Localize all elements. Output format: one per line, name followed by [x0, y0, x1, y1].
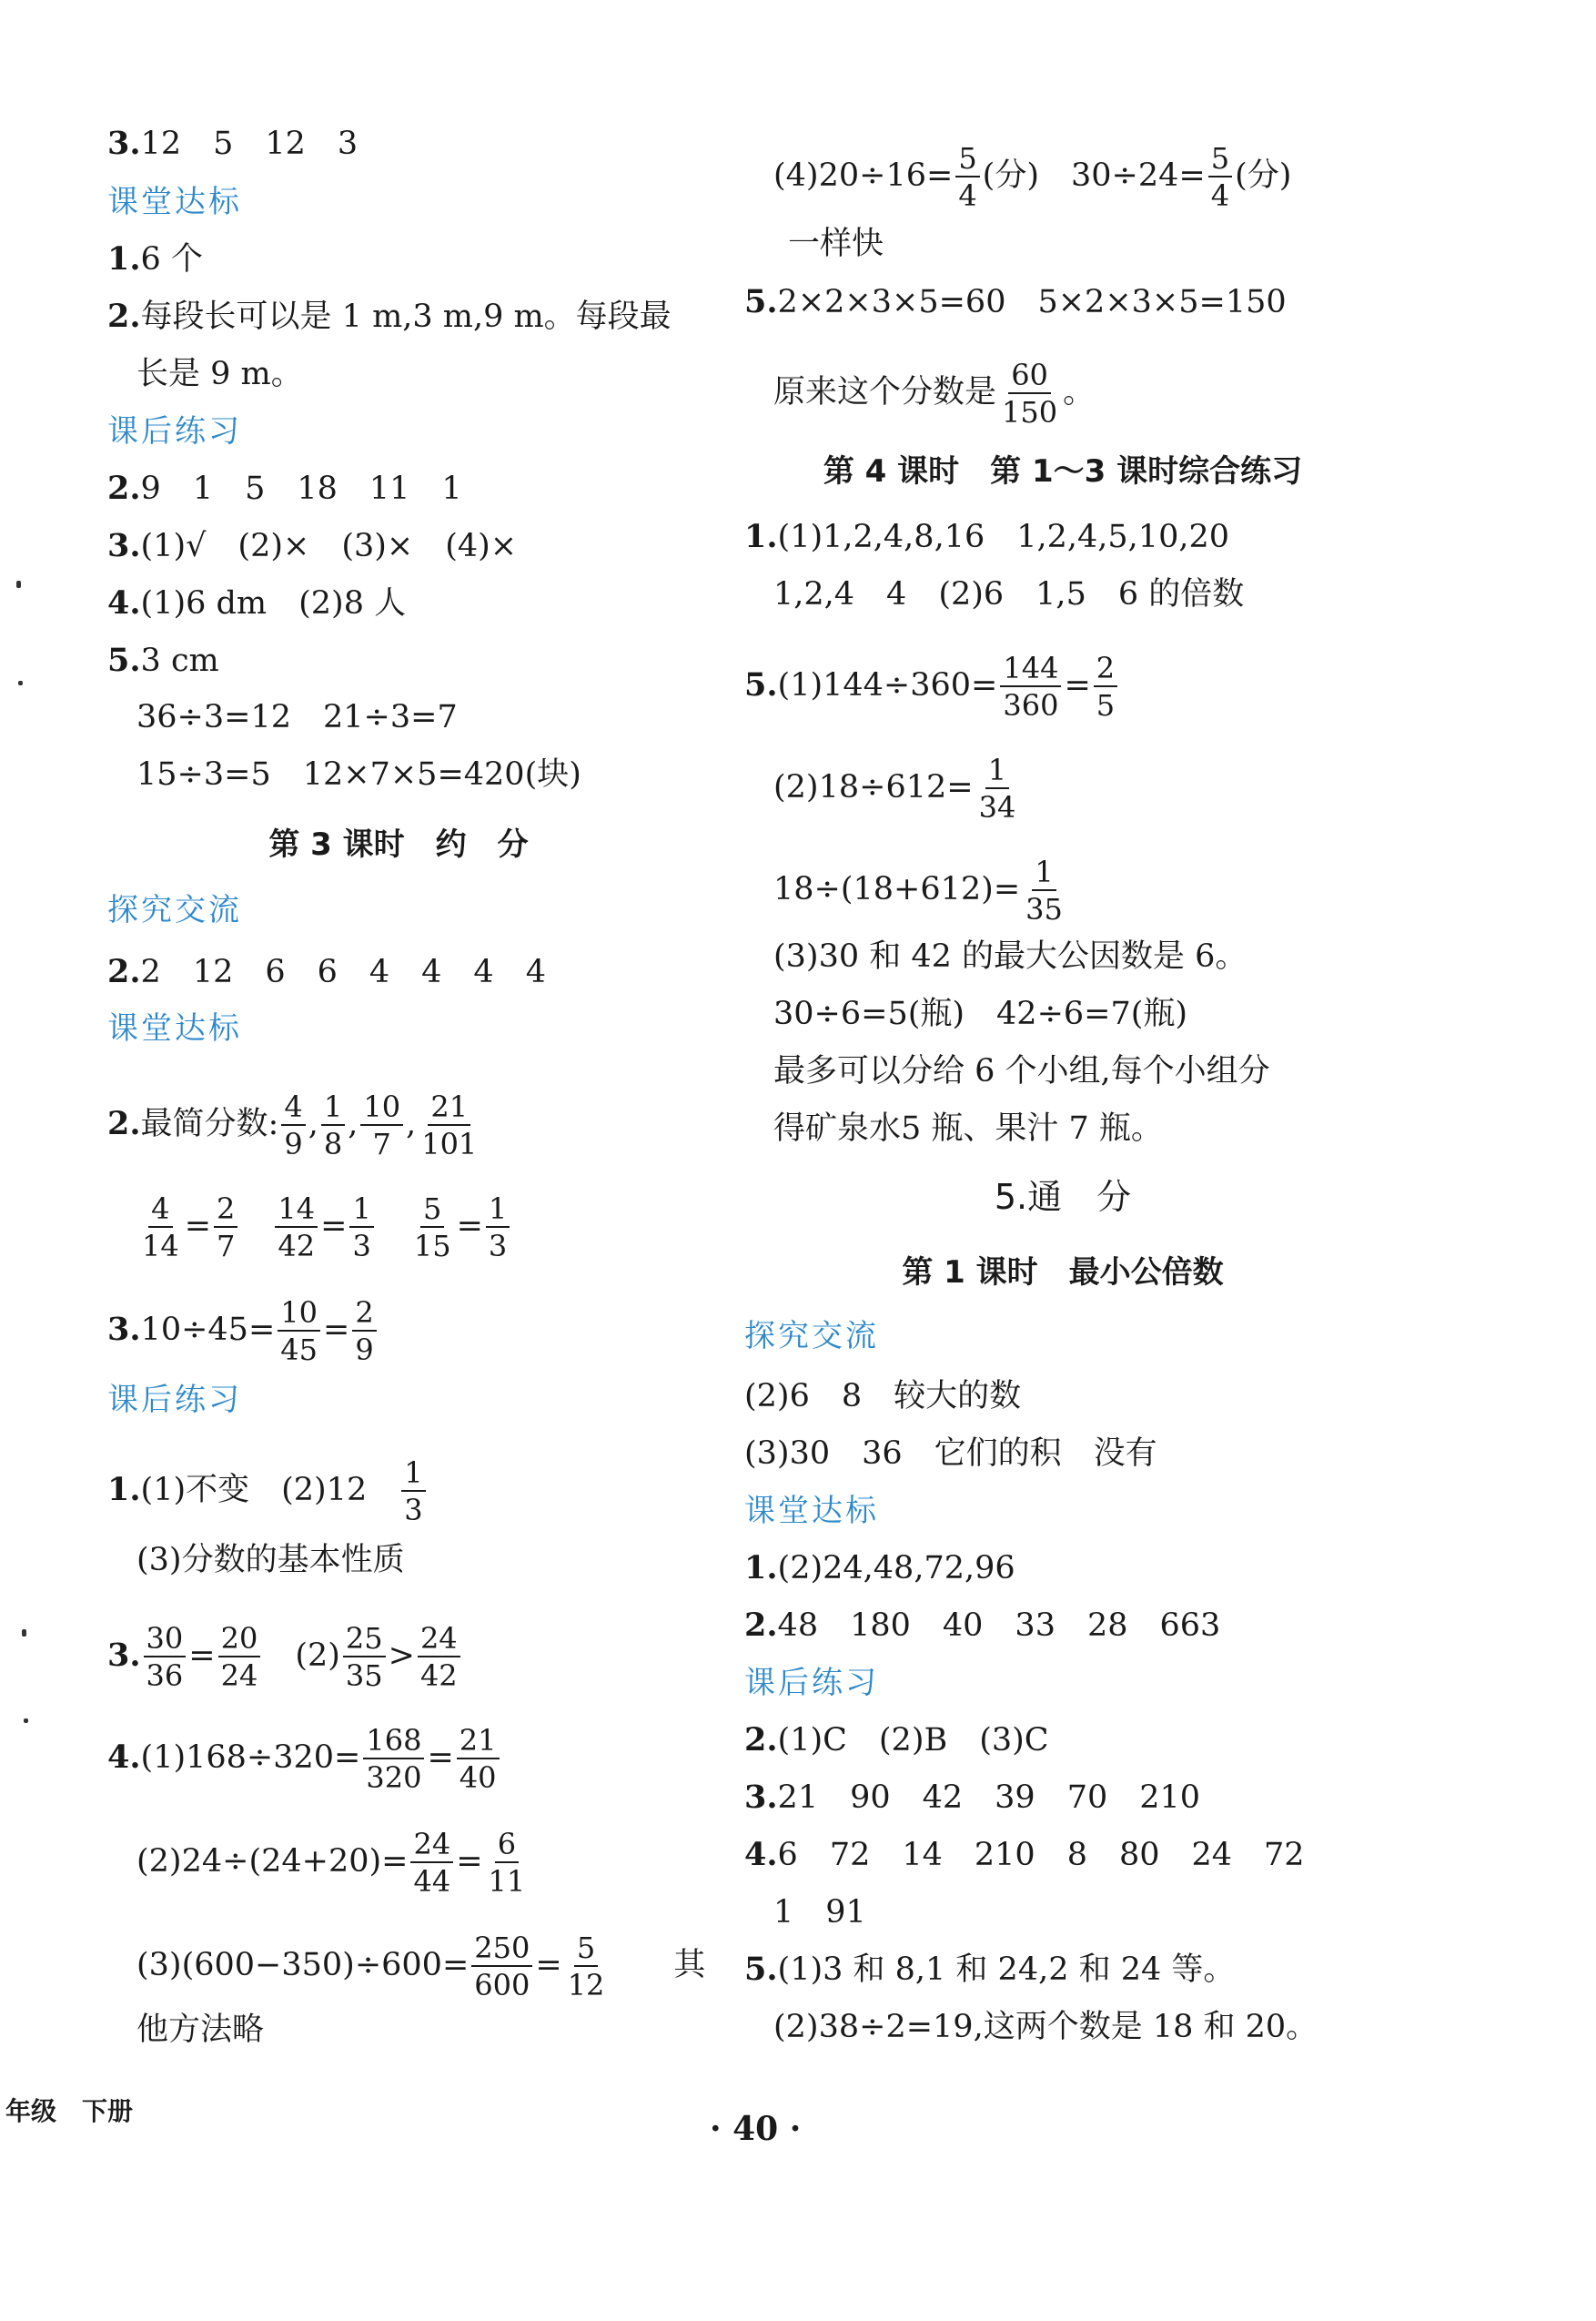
section-heading: 课后练习: [107, 1382, 242, 1418]
answer-line: [107, 1092, 482, 1159]
answer-text: 10÷45=: [140, 1312, 276, 1348]
fraction: [363, 1723, 424, 1795]
answer-line: [107, 1723, 502, 1795]
numerator: 1: [1032, 857, 1056, 891]
answer-text: (2)24,48,72,96: [777, 1550, 1015, 1586]
answer-text: 36÷3=12 21÷3=7: [136, 699, 458, 735]
fraction: [565, 1933, 608, 2000]
fraction: [218, 1621, 261, 1693]
answer-line: [744, 1376, 1021, 1416]
denominator: 3: [488, 1229, 508, 1263]
numerator: 1: [985, 755, 1009, 789]
answer-line: [773, 574, 1244, 614]
answer-text: 18÷(18+612)=: [773, 871, 1021, 907]
answer-line: [107, 1455, 429, 1527]
answer-line: [107, 469, 462, 509]
answer-line: [136, 697, 458, 737]
numerator: 10: [360, 1092, 403, 1126]
denominator: 45: [280, 1333, 318, 1367]
numerator: 2: [214, 1194, 237, 1228]
footer-grade: 年级 下册: [5, 2096, 134, 2126]
scan-mark: [18, 681, 23, 685]
page-number: · 40 ·: [710, 2110, 802, 2148]
lesson-title: 第 4 课时 第 1～3 课时综合练习: [823, 453, 1303, 490]
answer-line: [136, 1191, 512, 1263]
answer-text: 每段长可以是 1 m,3 m,9 m。每段最: [140, 299, 672, 335]
question-number: 2.: [744, 1721, 778, 1758]
denominator: 42: [419, 1658, 458, 1693]
question-number: 5.: [744, 1951, 778, 1988]
denominator: 24: [220, 1658, 258, 1693]
numerator: 1: [401, 1458, 425, 1492]
answer-line: [107, 297, 672, 337]
fraction: [1208, 141, 1232, 213]
answer-text: 21 90 42 39 70 210: [777, 1779, 1201, 1816]
numerator: 250: [471, 1933, 532, 1967]
question-number: 5.: [744, 283, 778, 320]
answer-text: (3)30 36 它们的积 没有: [744, 1435, 1157, 1472]
question-number: 5.: [107, 642, 141, 679]
denominator: 9: [284, 1127, 303, 1161]
denominator: 3: [404, 1493, 423, 1527]
denominator: 35: [345, 1658, 383, 1693]
fraction: [139, 1191, 182, 1263]
fraction: [955, 141, 979, 213]
answer-line: [136, 354, 303, 394]
answer-text: (分) 30÷24=: [982, 157, 1206, 194]
answer-text: =: [184, 1208, 212, 1244]
question-number: 5.: [744, 666, 778, 704]
answer-text: 3 cm: [140, 643, 219, 679]
answer-text: (2): [263, 1637, 340, 1674]
scan-mark: [22, 1629, 26, 1637]
denominator: 7: [372, 1127, 391, 1161]
answer-line: [136, 1540, 405, 1580]
answer-line: [744, 1434, 1157, 1474]
fraction: [457, 1723, 500, 1795]
answer-text: 15÷3=5 12×7×5=420(块): [136, 756, 581, 793]
question-number: 1.: [107, 240, 141, 278]
question-number: 4.: [107, 584, 141, 622]
denominator: 320: [366, 1760, 422, 1795]
answer-text: =: [320, 1208, 348, 1244]
denominator: 11: [488, 1864, 526, 1899]
answer-text: (2)18÷612=: [773, 769, 974, 806]
fraction: [214, 1191, 237, 1263]
question-number: 3.: [107, 527, 141, 564]
denominator: 360: [1003, 688, 1059, 723]
answer-line: [136, 1933, 705, 2000]
numerator: 20: [218, 1624, 261, 1657]
numerator: 6: [495, 1829, 519, 1863]
answer-text: (分): [1235, 157, 1292, 194]
answer-line: [744, 517, 1229, 557]
answer-line: [773, 2007, 1318, 2047]
answer-line: [773, 994, 1187, 1034]
fraction: [401, 1455, 425, 1527]
answer-line: [107, 1295, 379, 1367]
fraction: [278, 1295, 320, 1367]
denominator: 40: [459, 1760, 497, 1795]
numerator: 5: [955, 144, 979, 177]
answer-line: [744, 651, 1120, 723]
numerator: 1: [486, 1194, 510, 1228]
answer-text: 长是 9 m。: [136, 356, 303, 392]
fraction: [471, 1933, 532, 2000]
answer-text: ,: [406, 1106, 417, 1142]
answer-text: 他方法略: [136, 2012, 265, 2048]
denominator: 150: [1002, 395, 1058, 430]
answer-text: >: [388, 1637, 415, 1674]
denominator: 7: [217, 1229, 236, 1263]
scan-mark: [16, 581, 21, 588]
answer-text: (2)38÷2=19,这两个数是 18 和 20。: [773, 2009, 1318, 2045]
chapter-title: 5.通 分: [994, 1177, 1132, 1217]
fraction: [999, 358, 1060, 430]
question-number: 2.: [744, 1606, 778, 1644]
answer-text: 1 91: [773, 1894, 866, 1931]
denominator: 600: [474, 1968, 530, 2002]
answer-line: [773, 1892, 866, 1932]
answer-line: [773, 1051, 1270, 1091]
denominator: 3: [352, 1229, 371, 1263]
question-number: 1.: [107, 1471, 141, 1508]
denominator: 44: [413, 1864, 451, 1899]
answer-text: 6 72 14 210 8 80 24 72: [777, 1837, 1305, 1873]
answer-line: [773, 855, 1068, 927]
fraction: [144, 1621, 187, 1693]
question-number: 4.: [744, 1836, 778, 1873]
scan-mark: [24, 1718, 28, 1723]
answer-text: (2)24÷(24+20)=: [136, 1843, 409, 1880]
denominator: 8: [323, 1127, 343, 1161]
answer-line: [788, 224, 884, 264]
answer-line: [773, 141, 1292, 213]
numerator: 4: [281, 1092, 305, 1126]
numerator: 21: [428, 1092, 470, 1126]
fraction: [486, 1191, 510, 1263]
fraction: [1023, 855, 1066, 927]
numerator: 2: [352, 1298, 376, 1332]
answer-line: [107, 526, 517, 566]
answer-line: [773, 937, 1247, 977]
section-heading: 课堂达标: [107, 1010, 242, 1047]
answer-line: [773, 358, 1096, 430]
answer-text: ,: [308, 1106, 318, 1142]
answer-line: [136, 2010, 264, 2050]
numerator: 168: [363, 1726, 424, 1759]
answer-line: [107, 583, 406, 623]
answer-text: 一样快: [788, 226, 884, 262]
answer-line: [744, 1548, 1015, 1588]
numerator: 144: [1000, 654, 1061, 687]
answer-line: [107, 641, 219, 681]
answer-text: 其: [610, 1947, 706, 1983]
denominator: 12: [567, 1968, 605, 2002]
answer-text: =: [188, 1637, 216, 1674]
denominator: 9: [355, 1333, 374, 1367]
answer-line: [107, 1621, 463, 1693]
question-number: 3.: [107, 1311, 141, 1348]
answer-line: [744, 282, 1287, 322]
answer-line: [107, 124, 358, 164]
fraction: [486, 1827, 529, 1899]
answer-text: 原来这个分数是: [773, 374, 997, 410]
fraction: [1000, 651, 1061, 723]
answer-line: [107, 239, 203, 279]
numerator: 1: [349, 1194, 373, 1228]
denominator: 15: [413, 1229, 451, 1263]
answer-text: 9 1 5 18 11 1: [140, 471, 462, 507]
section-heading: 探究交流: [744, 1318, 879, 1354]
fraction: [352, 1295, 376, 1367]
answer-text: 12 5 12 3: [140, 126, 359, 162]
answer-text: (1)6 dm (2)8 人: [140, 585, 407, 622]
lesson-title: 第 1 课时 最小公倍数: [902, 1254, 1224, 1291]
answer-text: [240, 1208, 272, 1244]
fraction: [360, 1092, 403, 1159]
answer-line: [773, 1109, 1163, 1149]
answer-text: (1)C (2)B (3)C: [777, 1722, 1049, 1758]
denominator: 101: [421, 1127, 478, 1161]
answer-text: 。: [1063, 374, 1096, 410]
numerator: 25: [343, 1624, 386, 1657]
answer-line: [136, 755, 581, 795]
fraction: [1094, 651, 1117, 723]
answer-line: [136, 1827, 530, 1899]
section-heading: 课堂达标: [107, 184, 242, 220]
fraction: [410, 1827, 453, 1899]
answer-text: 2×2×3×5=60 5×2×3×5=150: [777, 284, 1287, 320]
question-number: 3.: [107, 125, 141, 162]
denominator: 4: [1210, 178, 1230, 213]
answer-line: [107, 952, 546, 992]
denominator: 36: [146, 1658, 184, 1693]
question-number: 2.: [107, 953, 141, 990]
fraction: [418, 1621, 460, 1693]
answer-text: (4)20÷16=: [773, 157, 954, 194]
answer-line: [773, 753, 1021, 825]
answer-text: (1)168÷320=: [140, 1739, 361, 1776]
denominator: 4: [958, 178, 977, 213]
numerator: 30: [144, 1624, 187, 1657]
answer-text: =: [456, 1843, 483, 1880]
question-number: 2.: [107, 470, 141, 507]
fraction: [343, 1621, 386, 1693]
question-number: 2.: [107, 298, 141, 335]
numerator: 1: [321, 1092, 345, 1126]
numerator: 14: [275, 1194, 318, 1228]
question-number: 1.: [744, 518, 778, 555]
question-number: 3.: [744, 1779, 778, 1816]
answer-text: (1)1,2,4,8,16 1,2,4,5,10,20: [777, 519, 1230, 555]
fraction: [321, 1092, 345, 1159]
fraction: [976, 753, 1019, 825]
numerator: 5: [1208, 144, 1232, 177]
answer-text: 得矿泉水5 瓶、果汁 7 瓶。: [773, 1110, 1163, 1147]
answer-line: [744, 1778, 1200, 1818]
answer-text: [377, 1208, 409, 1244]
numerator: 24: [410, 1829, 453, 1863]
section-heading: 课后练习: [744, 1665, 879, 1701]
fraction: [281, 1092, 305, 1159]
answer-text: 最多可以分给 6 个小组,每个小组分: [773, 1053, 1270, 1090]
lesson-title: 第 3 课时 约 分: [268, 826, 529, 863]
answer-text: (3)分数的基本性质: [136, 1542, 405, 1578]
answer-text: (3)30 和 42 的最大公因数是 6。: [773, 938, 1248, 975]
answer-text: (1)3 和 8,1 和 24,2 和 24 等。: [777, 1951, 1236, 1988]
question-number: 4.: [107, 1738, 141, 1776]
answer-text: =: [323, 1312, 350, 1348]
denominator: 34: [978, 790, 1016, 825]
answer-text: =: [535, 1947, 562, 1983]
answer-text: (3)(600−350)÷600=: [136, 1947, 470, 1983]
answer-text: =: [427, 1739, 454, 1776]
numerator: 24: [418, 1624, 460, 1657]
answer-text: =: [1064, 667, 1091, 704]
fraction: [411, 1191, 454, 1263]
section-heading: 探究交流: [107, 892, 242, 928]
question-number: 3.: [107, 1637, 141, 1674]
numerator: 4: [148, 1194, 172, 1228]
answer-text: 最简分数:: [140, 1106, 279, 1142]
section-heading: 课堂达标: [744, 1493, 879, 1529]
answer-text: 2 12 6 6 4 4 4 4: [140, 954, 546, 990]
answer-text: =: [456, 1208, 483, 1244]
answer-text: 48 180 40 33 28 663: [777, 1607, 1221, 1644]
numerator: 10: [278, 1298, 320, 1332]
question-number: 2.: [107, 1105, 141, 1142]
answer-line: [744, 1720, 1049, 1760]
answer-text: (2)6 8 较大的数: [744, 1378, 1022, 1414]
numerator: 5: [420, 1194, 444, 1228]
answer-line: [744, 1950, 1235, 1990]
answer-line: [744, 1835, 1305, 1875]
denominator: 35: [1025, 892, 1063, 927]
fraction: [275, 1191, 318, 1263]
section-heading: 课后练习: [107, 413, 242, 450]
fraction: [349, 1191, 373, 1263]
answer-text: (1)不变 (2)12: [140, 1472, 399, 1508]
answer-text: 6 个: [140, 241, 203, 278]
numerator: 2: [1094, 654, 1117, 687]
answer-text: (1)√ (2)× (3)× (4)×: [140, 528, 518, 564]
question-number: 1.: [744, 1549, 778, 1586]
answer-line: [744, 1606, 1220, 1646]
numerator: 60: [1008, 360, 1051, 394]
denominator: 5: [1096, 688, 1116, 723]
answer-text: 30÷6=5(瓶) 42÷6=7(瓶): [773, 996, 1188, 1032]
answer-text: 1,2,4 4 (2)6 1,5 6 的倍数: [773, 576, 1245, 613]
denominator: 42: [278, 1229, 316, 1263]
fraction: [419, 1092, 480, 1159]
answer-text: ,: [348, 1106, 359, 1142]
numerator: 21: [457, 1726, 500, 1759]
numerator: 5: [574, 1933, 598, 1967]
answer-text: (1)144÷360=: [777, 667, 998, 704]
denominator: 14: [142, 1229, 179, 1263]
